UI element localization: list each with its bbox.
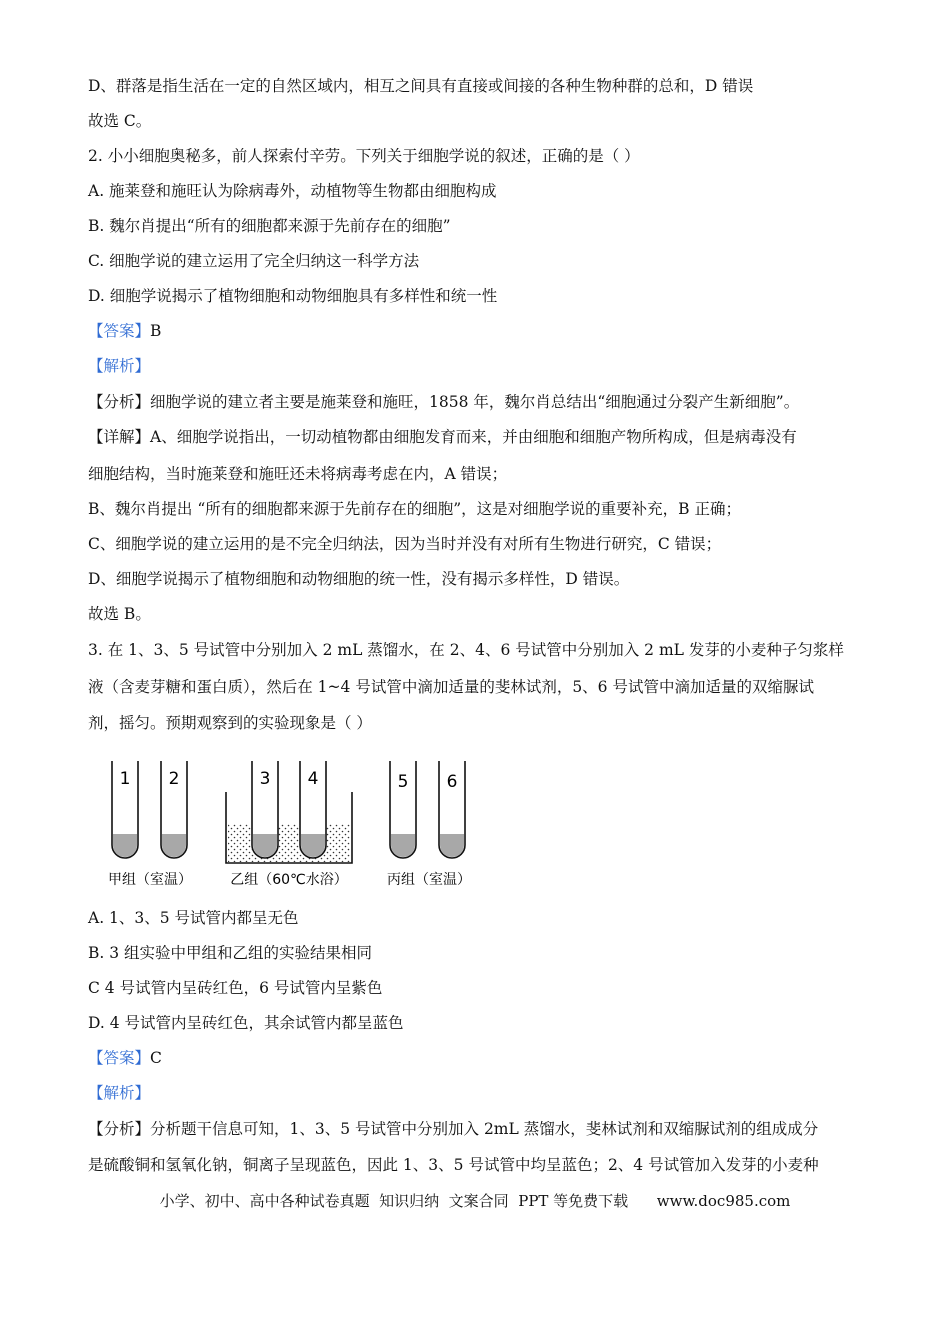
- tube-label: 5: [397, 772, 409, 792]
- option-b: B. 魏尔肖提出“所有的细胞都来源于先前存在的细胞”: [88, 217, 451, 235]
- tube-label: 6: [446, 772, 458, 792]
- text-line: C、细胞学说的建立运用的是不完全归纳法，因为当时并没有对所有生物进行研究，C 错误；: [88, 535, 722, 553]
- question-2-stem: 2. 小小细胞奥秘多，前人探索付辛劳。下列关于细胞学说的叙述，正确的是（ ）: [88, 147, 640, 165]
- option-c: C 4 号试管内呈砖红色，6 号试管内呈紫色: [88, 979, 383, 997]
- analysis-label: 【解析】: [88, 1084, 151, 1102]
- text-line: 是硫酸铜和氢氧化钠，铜离子呈现蓝色，因此 1、3、5 号试管中均呈蓝色；2、4 号试管加入发芽的小麦种: [88, 1156, 819, 1174]
- option-a: A. 施莱登和施旺认为除病毒外，动植物等生物都由细胞构成: [88, 182, 497, 200]
- text-line: B、魏尔肖提出 “所有的细胞都来源于先前存在的细胞”，这是对细胞学说的重要补充，B 正确；: [88, 500, 741, 518]
- text-line: 【详解】A、细胞学说指出，一切动植物都由细胞发育而来，并由细胞和细胞产物所构成，但是病毒没有: [88, 428, 797, 446]
- tube: [252, 761, 278, 858]
- tube-label: 3: [259, 769, 271, 789]
- answer-value: C: [150, 1049, 162, 1067]
- question-3-stem: 液（含麦芽糖和蛋白质），然后在 1~4 号试管中滴加适量的斐林试剂，5、6 号试管中滴加适量的双缩脲试: [88, 678, 814, 696]
- text-line: 故选 B。: [88, 605, 151, 623]
- text-line: D、群落是指生活在一定的自然区域内，相互之间具有直接或间接的各种生物种群的总和，D 错误: [88, 77, 754, 95]
- tube-label: 2: [168, 769, 180, 789]
- text-line: 细胞结构，当时施莱登和施旺还未将病毒考虑在内，A 错误；: [88, 465, 508, 483]
- group-label: 丙组（室温）: [387, 872, 471, 888]
- tube: [439, 761, 465, 858]
- text-line: D、细胞学说揭示了植物细胞和动物细胞的统一性，没有揭示多样性，D 错误。: [88, 570, 630, 588]
- tube: [112, 761, 138, 858]
- text-line: 故选 C。: [88, 112, 152, 130]
- group-label: 甲组（室温）: [108, 872, 192, 888]
- answer-line: [88, 321, 161, 341]
- answer-label: 【答案】: [88, 1049, 151, 1067]
- tube: [390, 761, 416, 858]
- option-d: D. 4 号试管内呈砖红色，其余试管内都呈蓝色: [88, 1014, 404, 1032]
- option-d: D. 细胞学说揭示了植物细胞和动物细胞具有多样性和统一性: [88, 287, 498, 305]
- group-label: 乙组（60℃水浴）: [230, 872, 348, 888]
- text-line: 【分析】细胞学说的建立者主要是施莱登和施旺，1858 年，魏尔肖总结出“细胞通过分裂产生新细胞”。: [88, 393, 800, 411]
- answer-label: 【答案】: [88, 322, 151, 340]
- page-footer: 小学、初中、高中各种试卷真题 知识归纳 文案合同 PPT 等免费下载 www.doc985.com: [159, 1192, 791, 1210]
- test-tube-figure: [104, 755, 484, 893]
- question-3-stem: 3. 在 1、3、5 号试管中分别加入 2 mL 蒸馏水，在 2、4、6 号试管中分别加入 2 mL 发芽的小麦种子匀浆样: [88, 641, 844, 659]
- question-3-stem: 剂，摇匀。预期观察到的实验现象是（ ）: [88, 714, 372, 732]
- option-a: A. 1、3、5 号试管内都呈无色: [88, 909, 299, 927]
- tube: [300, 761, 326, 858]
- option-b: B. 3 组实验中甲组和乙组的实验结果相同: [88, 944, 373, 962]
- tube-label: 1: [119, 769, 131, 789]
- tube: [161, 761, 187, 858]
- analysis-label: 【解析】: [88, 357, 151, 375]
- answer-value: B: [150, 322, 162, 340]
- water-bath: [226, 792, 352, 863]
- tube-label: 4: [307, 769, 319, 789]
- text-line: 【分析】分析题干信息可知，1、3、5 号试管中分别加入 2mL 蒸馏水，斐林试剂和双缩脲试剂的组成成分: [88, 1120, 819, 1138]
- answer-line: [88, 1048, 162, 1068]
- option-c: C. 细胞学说的建立运用了完全归纳这一科学方法: [88, 252, 420, 270]
